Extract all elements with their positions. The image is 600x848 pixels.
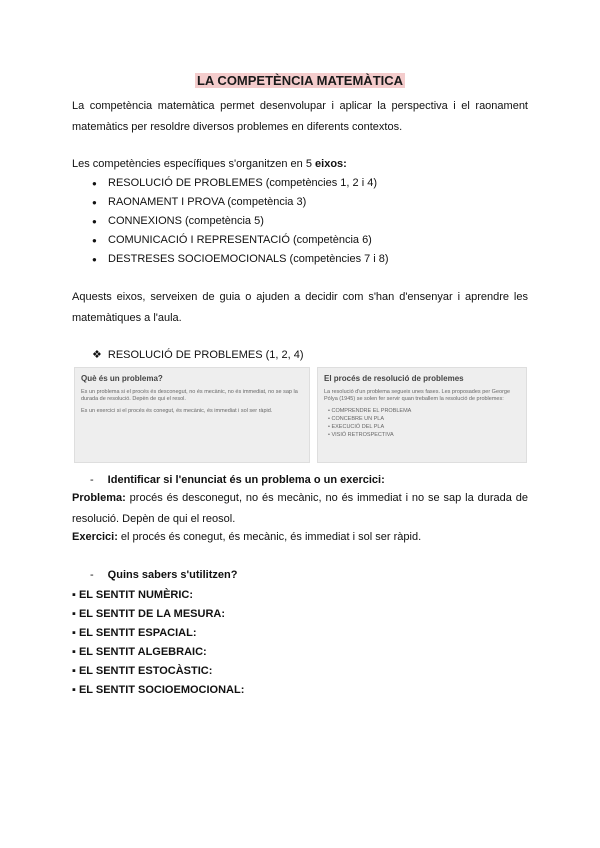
exercici-term: Exercici: — [72, 531, 118, 543]
slide-text: Es un problema si el procés és desconegut, no és mecànic, no és immediat, no se sap la durada de resolució. Depèn de qui el resol. — [81, 389, 298, 402]
slide-what-is-problem — [74, 367, 310, 463]
slide-list-item: • COMPRENDRE EL PROBLEMA — [328, 408, 412, 414]
list-item: ● RESOLUCIÓ DE PROBLEMES (competències 1, 2 i 4) — [92, 174, 389, 193]
eixos-list — [92, 174, 389, 269]
slide-heading: El procés de resolució de problemes — [324, 374, 464, 383]
identify-heading — [90, 474, 385, 486]
slide-list-item: • VISIÓ RETROSPECTIVA — [328, 432, 394, 438]
dash-bullet: - — [90, 474, 94, 486]
eixos-intro — [72, 154, 528, 175]
identify-label: Identificar si l'enunciat és un problema o un exercici: — [107, 474, 385, 486]
eixos-guide-paragraph: Aquests eixos, serveixen de guia o ajuden a decidir com s'han d'ensenyar i aprendre les matemàtiques a l'aula. — [72, 291, 528, 324]
slide-heading: Què és un problema? — [81, 374, 163, 383]
slide-list-item: • CONCEBRE UN PLA — [328, 416, 385, 422]
exercici-text: el procés és conegut, és mecànic, és immediat i sol ser ràpid. — [117, 531, 422, 543]
problema-text: procés és desconegut, no és mecànic, no és immediat i no se sap la durada de resolució. Depèn de qui el reosol. — [72, 492, 528, 525]
list-item: ● COMUNICACIÓ I REPRESENTACIÓ (competència 6) — [92, 231, 389, 250]
slide-list-item: • EXECUCIÓ DEL PLA — [328, 424, 385, 430]
sabers-label: Quins sabers s'utilitzen? — [107, 569, 238, 581]
section-heading — [92, 348, 304, 361]
list-item: ▪ EL SENTIT ESPACIAL: — [72, 627, 197, 639]
eixos-intro-bold: eixos: — [315, 158, 347, 170]
diamond-bullet-icon: ❖ — [92, 349, 102, 361]
list-item: ▪ EL SENTIT ALGEBRAIC: — [72, 646, 207, 658]
list-item: ● RAONAMENT I PROVA (competència 3) — [92, 193, 389, 212]
dash-bullet: - — [90, 569, 94, 581]
slide-resolution-process — [317, 367, 527, 463]
list-item: ● CONNEXIONS (competència 5) — [92, 212, 389, 231]
slide-text: La resolució d'un problema segueix unes fases. Les proposades per George Pólya (1945) se solen fer servir quan treballem la resolució de problemes: — [324, 389, 511, 402]
list-item: ▪ EL SENTIT SOCIOEMOCIONAL: — [72, 684, 245, 696]
problema-definition — [72, 488, 528, 530]
sabers-heading — [90, 569, 237, 581]
slide-text: Es un exercici si el procés és conegut, és mecànic, és immediat i sol ser ràpid. — [81, 408, 273, 414]
page-title — [0, 72, 600, 90]
problema-term: Problema: — [72, 492, 126, 504]
eixos-intro-text: Les competències específiques s'organitzen en 5 — [72, 158, 316, 170]
section-heading-label: RESOLUCIÓ DE PROBLEMES (1, 2, 4) — [107, 349, 304, 361]
sentits-list — [72, 586, 244, 700]
exercici-definition — [72, 527, 528, 548]
list-item: ▪ EL SENTIT NUMÈRIC: — [72, 589, 194, 601]
page-title-text: LA COMPETÈNCIA MATEMÀTICA — [196, 73, 404, 88]
list-item: ▪ EL SENTIT ESTOCÀSTIC: — [72, 665, 213, 677]
intro-paragraph: La competència matemàtica permet desenvolupar i aplicar la perspectiva i el raonament matemàtics per resoldre diversos problemes en diferents contextos. — [72, 100, 528, 133]
list-item: ▪ EL SENTIT DE LA MESURA: — [72, 608, 226, 620]
list-item: ● DESTRESES SOCIOEMOCIONALS (competències 7 i 8) — [92, 250, 389, 269]
